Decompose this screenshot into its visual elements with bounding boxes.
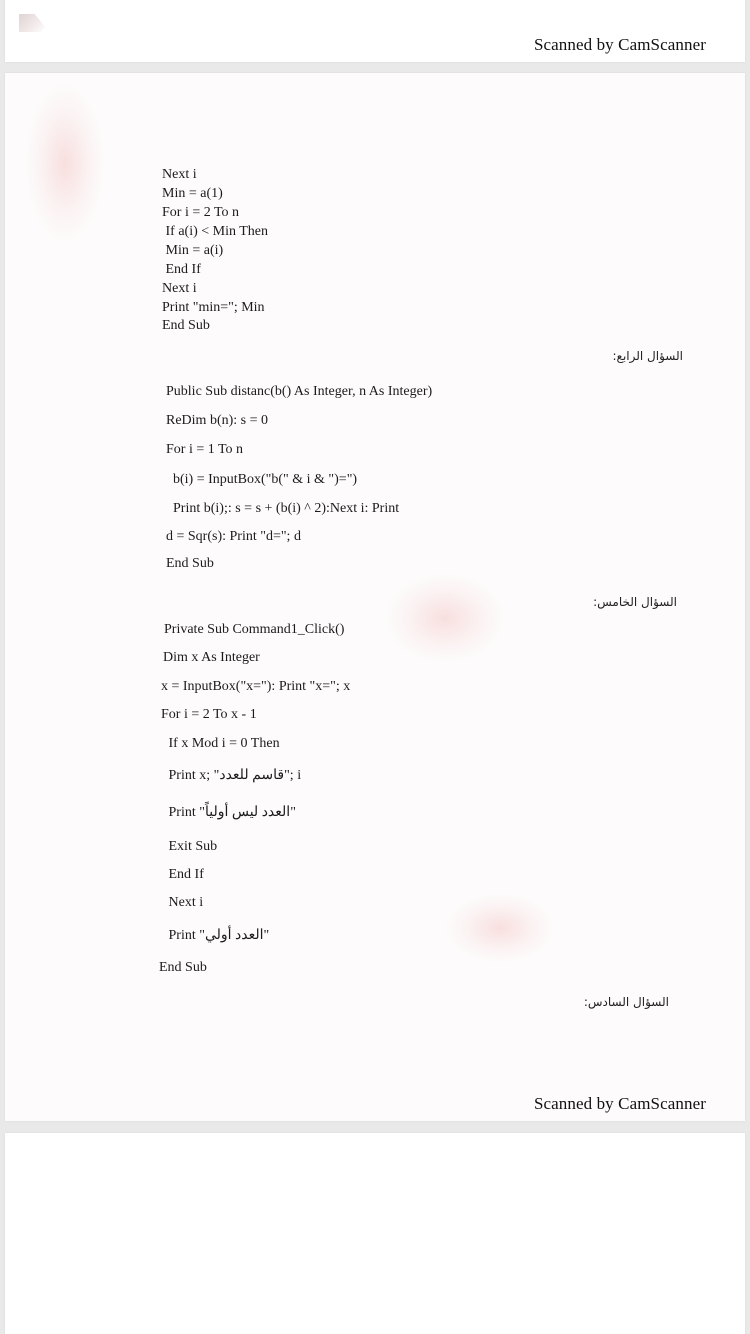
scan-corner-mark — [19, 14, 45, 32]
code-line: Next i — [162, 281, 197, 296]
code-line: Public Sub distanc(b() As Integer, n As Integer) — [166, 384, 433, 399]
code-fragment: "; i — [284, 768, 302, 783]
code-line: b(i) = InputBox("b(" & i & ")=") — [166, 472, 358, 487]
code-line: Exit Sub — [165, 839, 218, 854]
camscanner-watermark: Scanned by CamScanner — [533, 35, 706, 54]
question-4-heading: السؤال الرابع: — [612, 349, 683, 363]
code-line: d = Sqr(s): Print "d="; d — [166, 529, 301, 544]
code-line: Min = a(1) — [162, 186, 223, 201]
code-line-arabic — [165, 806, 296, 820]
code-fragment: " — [263, 928, 270, 943]
paper-stain — [445, 893, 555, 963]
code-line: End If — [162, 262, 201, 277]
code-line: x = InputBox("x="): Print "x="; x — [161, 679, 351, 694]
code-fragment: Print " — [165, 928, 205, 943]
code-line: End Sub — [159, 960, 207, 975]
scanned-page — [5, 73, 745, 1121]
code-line: Dim x As Integer — [163, 650, 260, 665]
code-line: ReDim b(n): s = 0 — [166, 413, 268, 428]
code-line: End If — [165, 867, 204, 882]
code-line: Print "min="; Min — [162, 300, 265, 315]
code-fragment: Print " — [165, 805, 205, 820]
code-line: Min = a(i) — [162, 243, 224, 258]
code-line-arabic — [165, 929, 269, 943]
question-5-heading: السؤال الخامس: — [593, 595, 677, 609]
code-line: For i = 2 To x - 1 — [161, 707, 257, 722]
code-line: Next i — [162, 167, 197, 182]
code-line: End Sub — [166, 556, 214, 571]
code-line-arabic — [165, 769, 301, 783]
code-fragment: Print x; " — [165, 768, 220, 783]
code-line: End Sub — [162, 318, 210, 333]
next-page — [5, 1133, 745, 1334]
code-line: If x Mod i = 0 Then — [165, 736, 280, 751]
arabic-string: قاسم للعدد — [219, 768, 285, 783]
code-line: For i = 1 To n — [166, 442, 244, 457]
camscanner-watermark: Scanned by CamScanner — [533, 1094, 706, 1113]
code-line: For i = 2 To n — [162, 205, 240, 220]
code-line: Print b(i);: s = s + (b(i) ^ 2):Next i: Print — [166, 501, 400, 516]
code-line: Next i — [165, 895, 204, 910]
paper-stain — [25, 83, 105, 243]
question-6-heading: السؤال السادس: — [583, 995, 669, 1009]
arabic-string: العدد ليس أولياً — [204, 805, 291, 820]
arabic-string: العدد أولي — [204, 928, 264, 943]
paper-stain — [385, 573, 505, 663]
code-line: Private Sub Command1_Click() — [164, 622, 345, 637]
page-top — [5, 0, 745, 62]
code-fragment: " — [290, 805, 296, 820]
code-line: If a(i) < Min Then — [162, 224, 268, 239]
